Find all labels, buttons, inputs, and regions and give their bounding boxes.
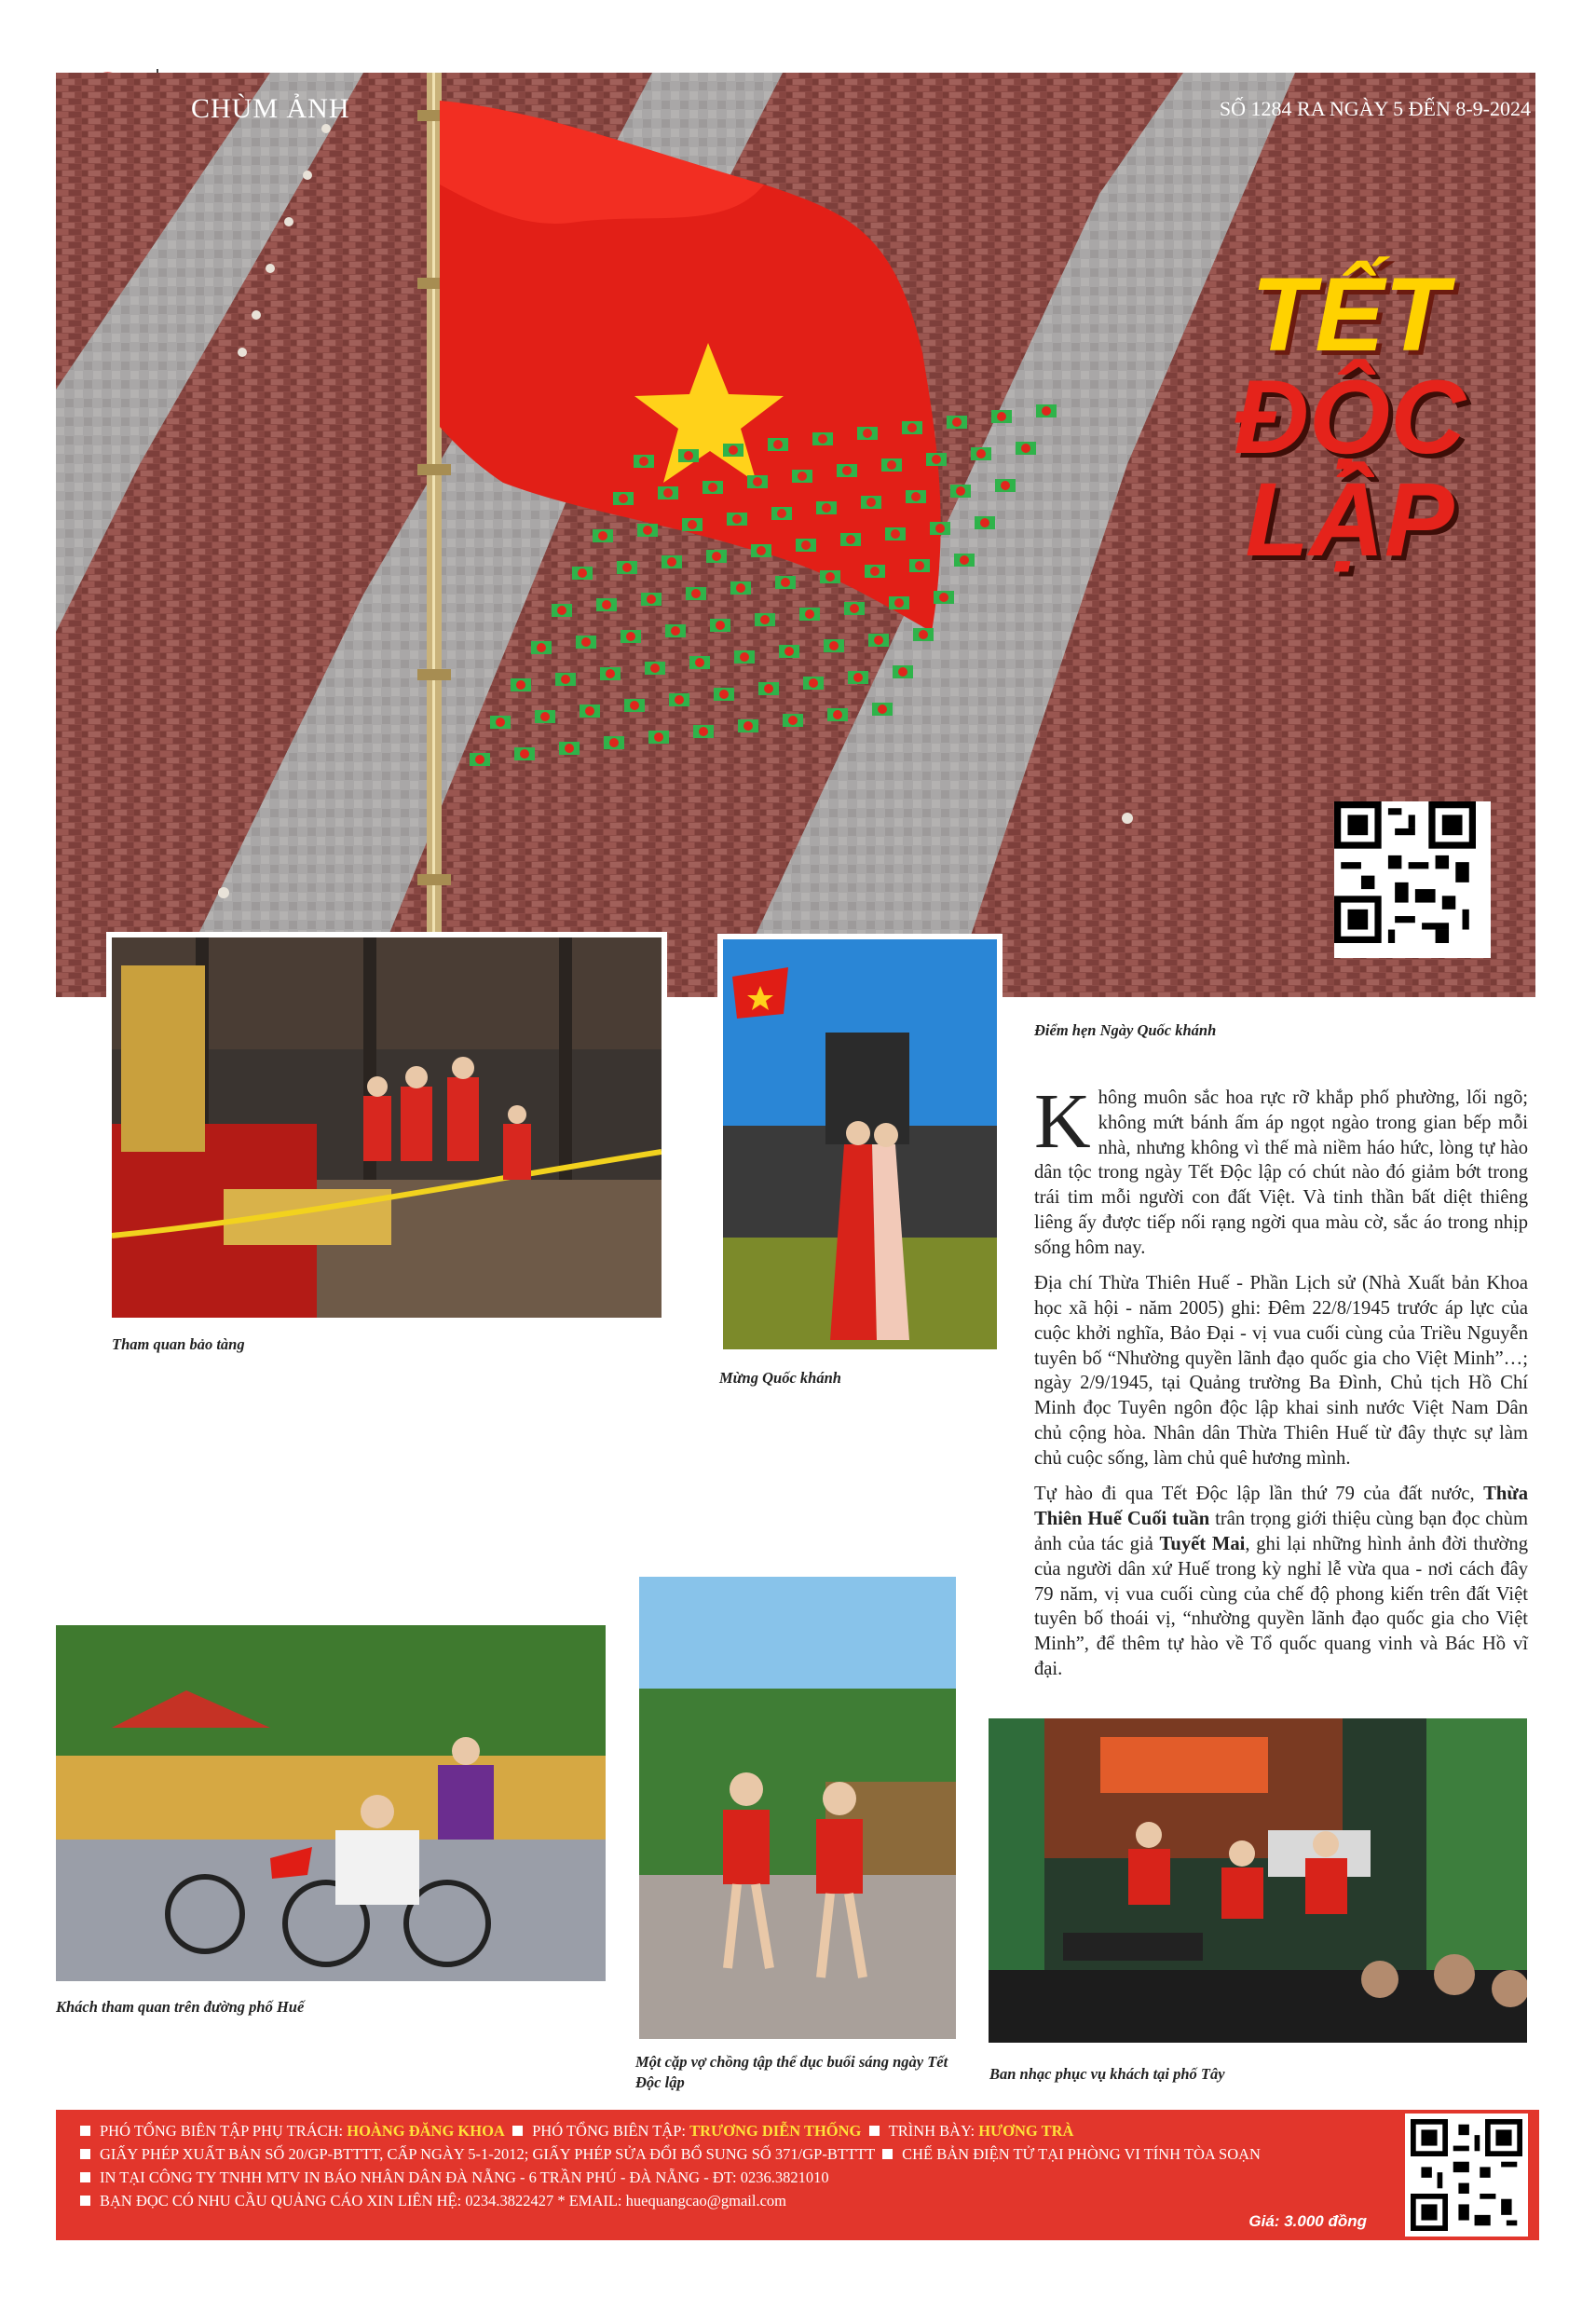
national-day-illustration <box>723 939 997 1349</box>
exerciser <box>540 712 550 721</box>
caption-street-cyclo: Khách tham quan trên đường phố Huế <box>56 1998 305 2016</box>
exerciser <box>743 721 753 731</box>
exerciser <box>639 457 648 466</box>
caption-morning-jog: Một cặp vợ chồng tập thể dục buổi sáng ngày Tết Độc lập <box>635 2053 948 2092</box>
article-para-1: Không muôn sắc hoa rực rỡ khắp phố phường, lối ngõ; không mứt bánh ấm áp ngọt ngào trong gian bếp mỗi nhà, nhưng không vì thế mà niềm háo hức, lòng tự hào dân tộc trong ngày Tết Độc lập có chút nào đó giảm bớt trong trái tim mỗi người con đất Việt. Và tinh thần bất diệt thiêng liêng ấy được tiếp nối rạng ngời qua màu cờ, sắc áo trong nhịp sống hôm nay. <box>1034 1078 1528 1258</box>
exerciser <box>809 678 818 688</box>
exerciser <box>602 600 611 609</box>
exerciser <box>822 503 831 513</box>
exerciser <box>894 598 904 608</box>
exerciser <box>712 552 721 561</box>
exerciser <box>619 494 628 503</box>
footer-credits <box>56 2110 1539 2240</box>
photo-street-cyclo <box>50 1620 611 1987</box>
exerciser <box>853 673 863 682</box>
exerciser <box>626 632 635 641</box>
exerciser <box>496 718 505 727</box>
exerciser <box>695 658 704 667</box>
exerciser <box>581 637 591 647</box>
bullet-icon <box>80 2196 90 2206</box>
exerciser <box>675 695 684 705</box>
exerciser <box>907 423 917 432</box>
exerciser <box>557 606 566 615</box>
photo-morning-jog <box>634 1571 962 2045</box>
exerciser <box>829 641 839 650</box>
exerciser <box>671 626 680 636</box>
exerciser <box>878 705 887 714</box>
footer-row-2: GIẤY PHÉP XUẤT BẢN SỐ 20/GP-BTTTT, CẤP NGÀY 5-1-2012; GIẤY PHÉP SỬA ĐỔI BỔ SUNG SỐ 371/GP-BTTTT CHẾ BẢN ĐIỆN TỬ TẠI PHÒNG VI TÍNH TÒA SOẠN <box>80 2142 1515 2166</box>
hero-title-line3: LẬP <box>1245 460 1454 578</box>
exerciser <box>1001 481 1010 490</box>
exerciser <box>764 684 773 693</box>
article-para-3: Tự hào đi qua Tết Độc lập lần thứ 79 của đất nước, Thừa Thiên Huế Cuối tuần trân trọng giới thiệu cùng bạn đọc chùm ảnh của tác giả Tuyết Mai, ghi lại những hình ảnh đời thường của người dân xứ Huế trong kỳ nghỉ lễ vừa qua - nơi cách đây 79 năm, vị vua cuối cùng của chế độ phong kiến trên đất Việt tuyên bố thoái vị, “nhường quyền lãnh đạo quốc gia cho Việt Minh”, để thêm tự hào về Tổ quốc quang vinh và Bác Hồ vĩ đại. <box>1034 1484 1528 1679</box>
exerciser <box>788 716 798 725</box>
exerciser <box>915 561 924 570</box>
footer-row-4: BẠN ĐỌC CÓ NHU CẦU QUẢNG CÁO XIN LIÊN HỆ: 0234.3822427 * EMAIL: huequangcao@gmail.com <box>80 2189 1515 2212</box>
exerciser <box>630 701 639 710</box>
exerciser <box>578 568 587 578</box>
exerciser <box>650 664 660 673</box>
bullet-icon <box>869 2126 880 2136</box>
exerciser <box>753 477 762 486</box>
hero-title-line2: ĐỘC <box>1234 358 1466 475</box>
exerciser <box>561 675 570 684</box>
exerciser <box>784 647 794 656</box>
qr-code[interactable] <box>1334 801 1491 958</box>
exerciser <box>833 710 842 719</box>
exerciser <box>757 546 766 555</box>
caption-national-day-top: Điểm hẹn Ngày Quốc khánh <box>1034 1021 1217 1039</box>
exerciser <box>654 732 663 742</box>
exerciser <box>805 609 814 619</box>
photo-national-day <box>717 934 1003 1355</box>
hero-title-line1: TẾT <box>1250 256 1449 373</box>
exerciser <box>887 460 896 470</box>
street-band-illustration <box>989 1718 1527 2043</box>
exerciser <box>932 455 941 464</box>
exerciser <box>997 412 1006 421</box>
exerciser <box>537 643 546 652</box>
exerciser <box>919 630 928 639</box>
exerciser <box>952 417 962 427</box>
exerciser <box>565 744 574 753</box>
bullet-icon <box>80 2172 90 2182</box>
exerciser <box>818 434 827 444</box>
article-para-2: Địa chí Thừa Thiên Huế - Phần Lịch sử (Nhà Xuất bản Khoa học xã hội - năm 2005) ghi: Đêm 22/8/1945 trước áp lực của cuộc khởi nghĩa, Bảo Đại - vị vua cuối cùng của Triều Nguyễn tuyên bố “Nhường quyền lãnh đạo quốc gia cho Việt Minh”…; ngày 2/9/1945, tại Quảng trường Ba Đình, Chủ tịch Hồ Chí Minh đọc Tuyên ngôn độc lập khai sinh nước Việt Nam Dân chủ cộng hòa. Nhân dân Thừa Thiên Huế từ đây thực sự làm chủ cuộc sống, làm chủ quê hương mình. <box>1034 1273 1528 1469</box>
caption-street-band: Ban nhạc phục vụ khách tại phố Tây <box>989 2065 1225 2083</box>
exerciser <box>609 738 619 747</box>
museum-illustration <box>112 937 662 1318</box>
exerciser <box>939 593 948 602</box>
qr-code-icon <box>1334 801 1476 943</box>
exerciser <box>729 445 738 455</box>
photo-museum <box>106 932 667 1323</box>
exerciser <box>516 680 525 690</box>
exerciser <box>598 531 607 540</box>
footer-row-3: IN TẠI CÔNG TY TNHH MTV IN BÁO NHÂN DÂN ĐÀ NẴNG - 6 TRẦN PHÚ - ĐÀ NẴNG - ĐT: 0236.3821010 <box>80 2166 1515 2189</box>
exerciser <box>716 621 725 630</box>
exerciser <box>732 514 742 524</box>
exerciser <box>874 636 883 645</box>
hero-photo <box>56 73 1535 997</box>
exerciser <box>891 529 900 539</box>
exerciser <box>643 526 652 535</box>
exerciser <box>663 488 673 498</box>
exerciser <box>475 755 484 764</box>
exerciser <box>866 498 876 507</box>
drop-cap: K <box>1034 1078 1091 1165</box>
bullet-icon <box>882 2149 893 2159</box>
caption-national-day: Mừng Quốc khánh <box>719 1369 841 1387</box>
exerciser <box>846 535 855 544</box>
exerciser <box>976 449 986 458</box>
exerciser <box>870 567 880 576</box>
section-name: CHÙM ẢNH <box>191 93 350 124</box>
exerciser <box>688 520 697 529</box>
bullet-icon <box>512 2126 523 2136</box>
exerciser <box>1042 406 1051 416</box>
contact-email[interactable]: huequangcao@gmail.com <box>625 2192 787 2209</box>
article-body <box>1034 1078 1528 1693</box>
caption-museum: Tham quan bảo tàng <box>112 1335 245 1353</box>
exerciser <box>520 749 529 759</box>
exerciser <box>736 583 745 593</box>
exerciser <box>842 466 852 475</box>
footer-row-1: PHÓ TỔNG BIÊN TẬP PHỤ TRÁCH: HOÀNG ĐĂNG KHOA PHÓ TỔNG BIÊN TẬP: TRƯƠNG DIỄN THỐNG TRÌNH BÀY: HƯƠNG TRÀ <box>80 2119 1515 2142</box>
exerciser <box>699 727 708 736</box>
photo-street-band <box>983 1713 1533 2048</box>
exerciser <box>935 524 945 533</box>
footer-qr-icon <box>1411 2119 1522 2231</box>
exerciser <box>777 509 786 518</box>
price-label: Giá: 3.000 đồng <box>1248 2212 1367 2230</box>
exerciser <box>863 429 872 438</box>
exerciser <box>667 557 676 567</box>
exerciser <box>684 451 693 460</box>
morning-jog-illustration <box>639 1577 956 2039</box>
exerciser <box>801 540 811 550</box>
bullet-icon <box>80 2126 90 2136</box>
exerciser <box>980 518 989 527</box>
exerciser <box>956 486 965 496</box>
exerciser <box>647 595 656 604</box>
exerciser <box>719 690 729 699</box>
footer-qr-code[interactable] <box>1405 2114 1528 2237</box>
exerciser <box>850 604 859 613</box>
issue-info: SỐ 1284 RA NGÀY 5 ĐẾN 8-9-2024 <box>1219 97 1531 120</box>
exerciser <box>760 615 770 624</box>
street-cyclo-illustration <box>56 1625 606 1981</box>
hero-title <box>1234 256 1466 578</box>
exerciser <box>781 578 790 587</box>
exerciser <box>606 669 615 678</box>
exerciser <box>1021 444 1030 453</box>
exerciser <box>960 555 969 565</box>
exerciser <box>898 667 907 677</box>
exerciser <box>911 492 921 501</box>
exerciser <box>691 589 701 598</box>
exerciser <box>708 483 717 492</box>
exerciser <box>798 472 807 481</box>
bullet-icon <box>80 2149 90 2159</box>
exerciser <box>585 706 594 716</box>
exerciser <box>773 440 783 449</box>
exerciser <box>740 652 749 662</box>
exerciser <box>622 563 632 572</box>
exerciser <box>825 572 835 581</box>
